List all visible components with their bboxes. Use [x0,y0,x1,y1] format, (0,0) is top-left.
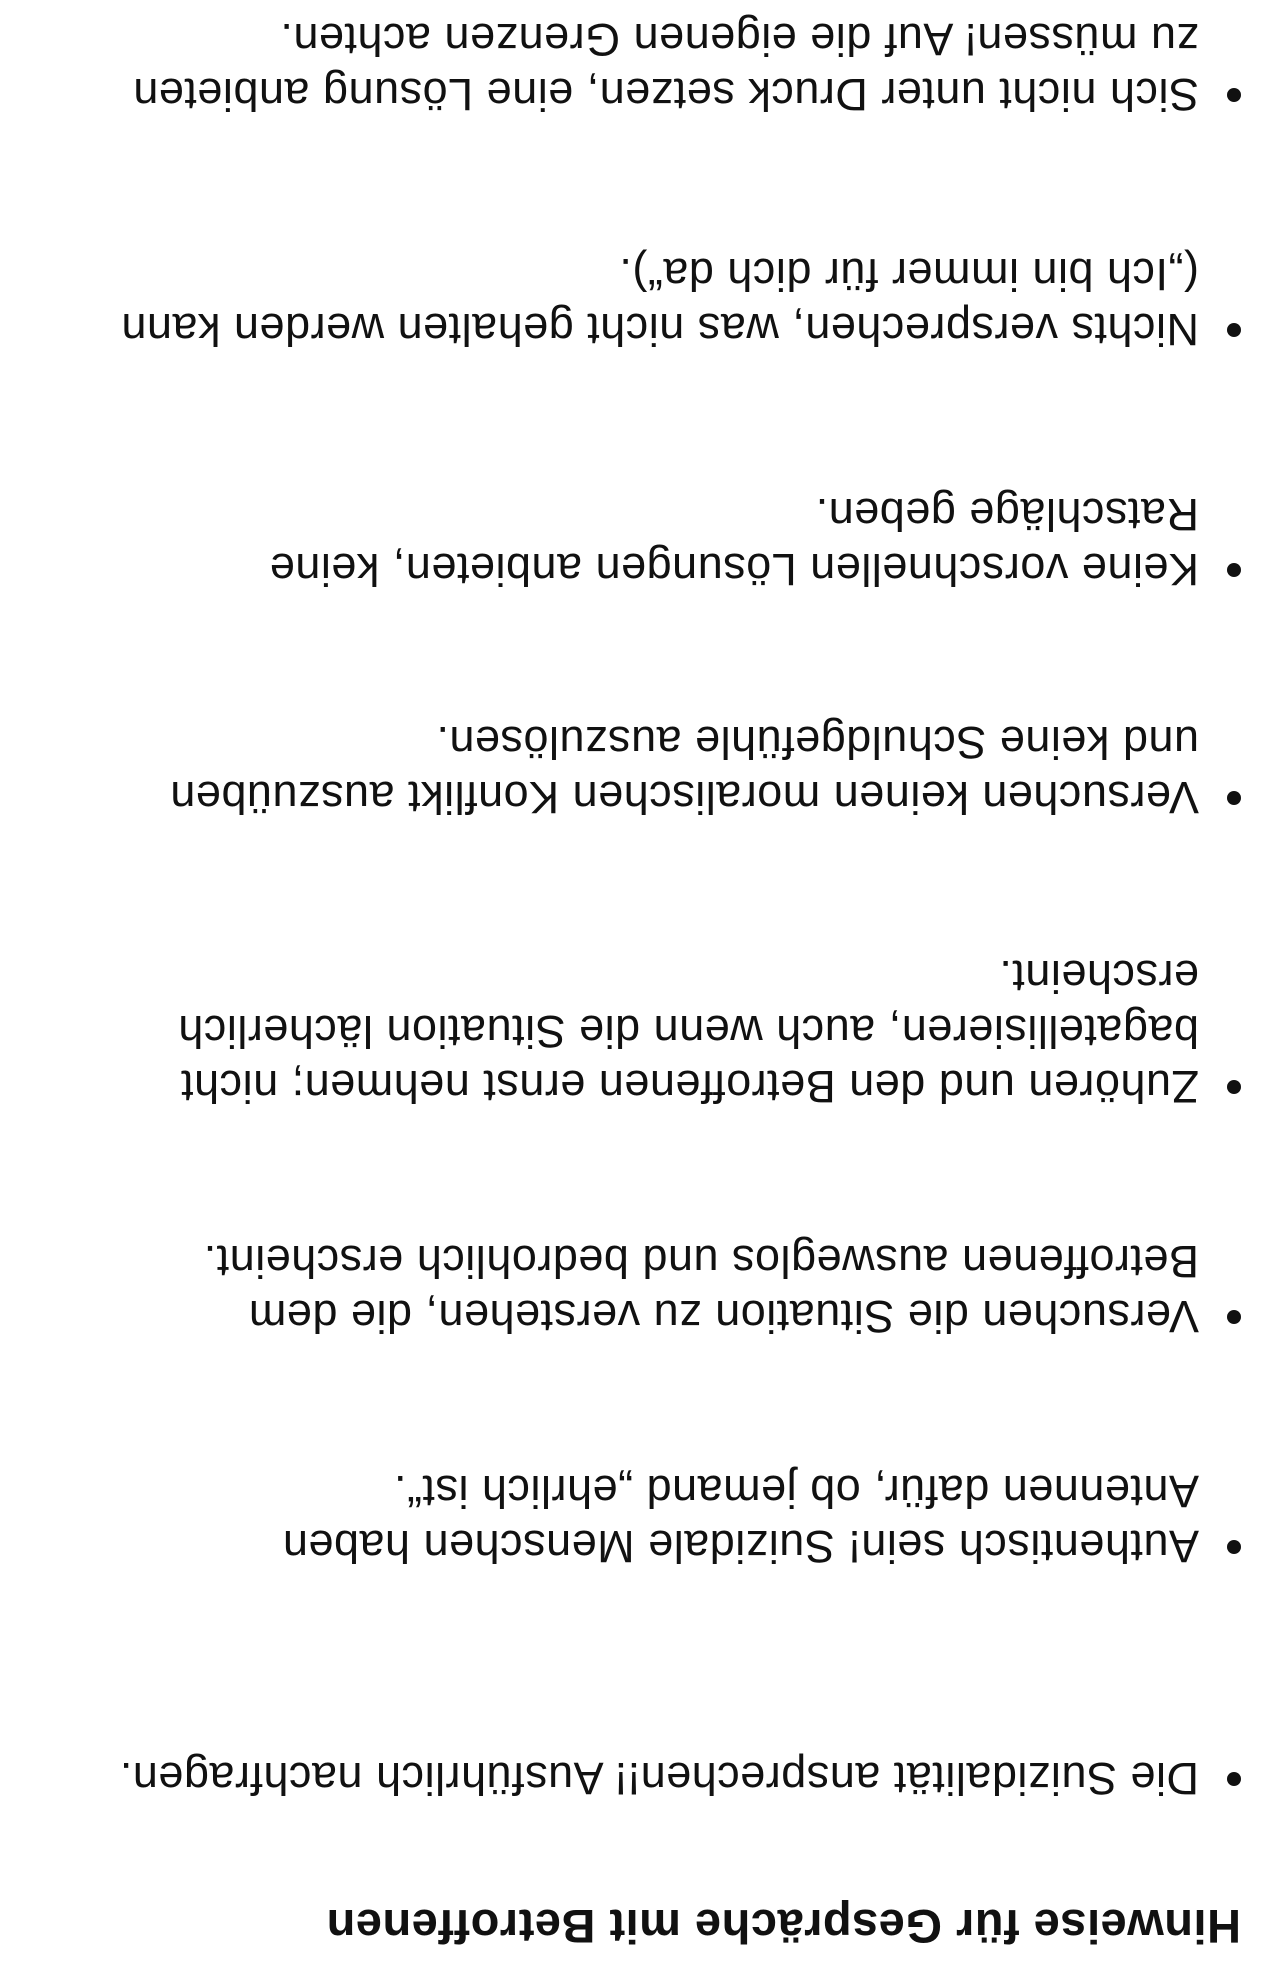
list-item-text [178,949,1199,1114]
bullet-icon [1227,323,1241,337]
list-item-line: Die Suizidalität ansprechen!! Ausführlich nachfragen. [119,1753,1199,1804]
list-item-text [203,1234,1199,1344]
list-item-line: zu müssen! Auf die eigenen Grenzen achten. [279,14,1199,65]
list-item-line: Keine vorschnellen Lösungen anbieten, keine [269,544,1199,595]
bullet-icon [1227,791,1241,805]
bullet-icon [1227,1540,1241,1554]
bullet-icon [1227,88,1241,102]
list-item-text [282,1464,1199,1574]
list-item-line: Authentisch sein! Suizidale Menschen haben [282,1521,1199,1572]
list-item-line: und keine Schuldgefühle auszulösen. [435,717,1199,768]
bullet-icon [1227,1310,1241,1324]
list-item-text [170,715,1199,825]
list-item-line: Sich nicht unter Druck setzen, eine Lösung anbieten [132,69,1199,120]
list-item-line: Versuchen die Situation zu verstehen, die dem [248,1291,1199,1342]
list-item-text [121,247,1199,357]
list-item-line: Antennen dafür, ob jemand „ehrlich ist“. [393,1466,1199,1517]
list-item-line: Nichts versprechen, was nicht gehalten werden kann [120,304,1199,355]
list-item-line: Betroffenen ausweglos und bedrohlich erscheint. [203,1236,1199,1287]
document-title: Hinweise für Gespräche mit Betroffenen [326,1900,1241,1953]
list-item-line: bagatellisieren, auch wenn die Situation lächerlich [177,1006,1199,1057]
list-item-line: Versuchen keinen moralischen Konflikt auszuüben [169,772,1199,823]
list-item-line: Zuhören und den Betroffenen ernst nehmen; nicht [180,1061,1199,1112]
list-item-line: („Ich bin immer für dich da“). [618,249,1199,300]
bullet-icon [1227,563,1241,577]
list-item-text [133,12,1199,122]
list-item-line: Ratschläge geben. [815,489,1199,540]
list-item-line: erscheint. [998,951,1199,1002]
bullet-icon [1227,1772,1241,1786]
list-item-text [269,487,1199,597]
list-item-text [119,1751,1199,1806]
bullet-icon [1227,1080,1241,1094]
